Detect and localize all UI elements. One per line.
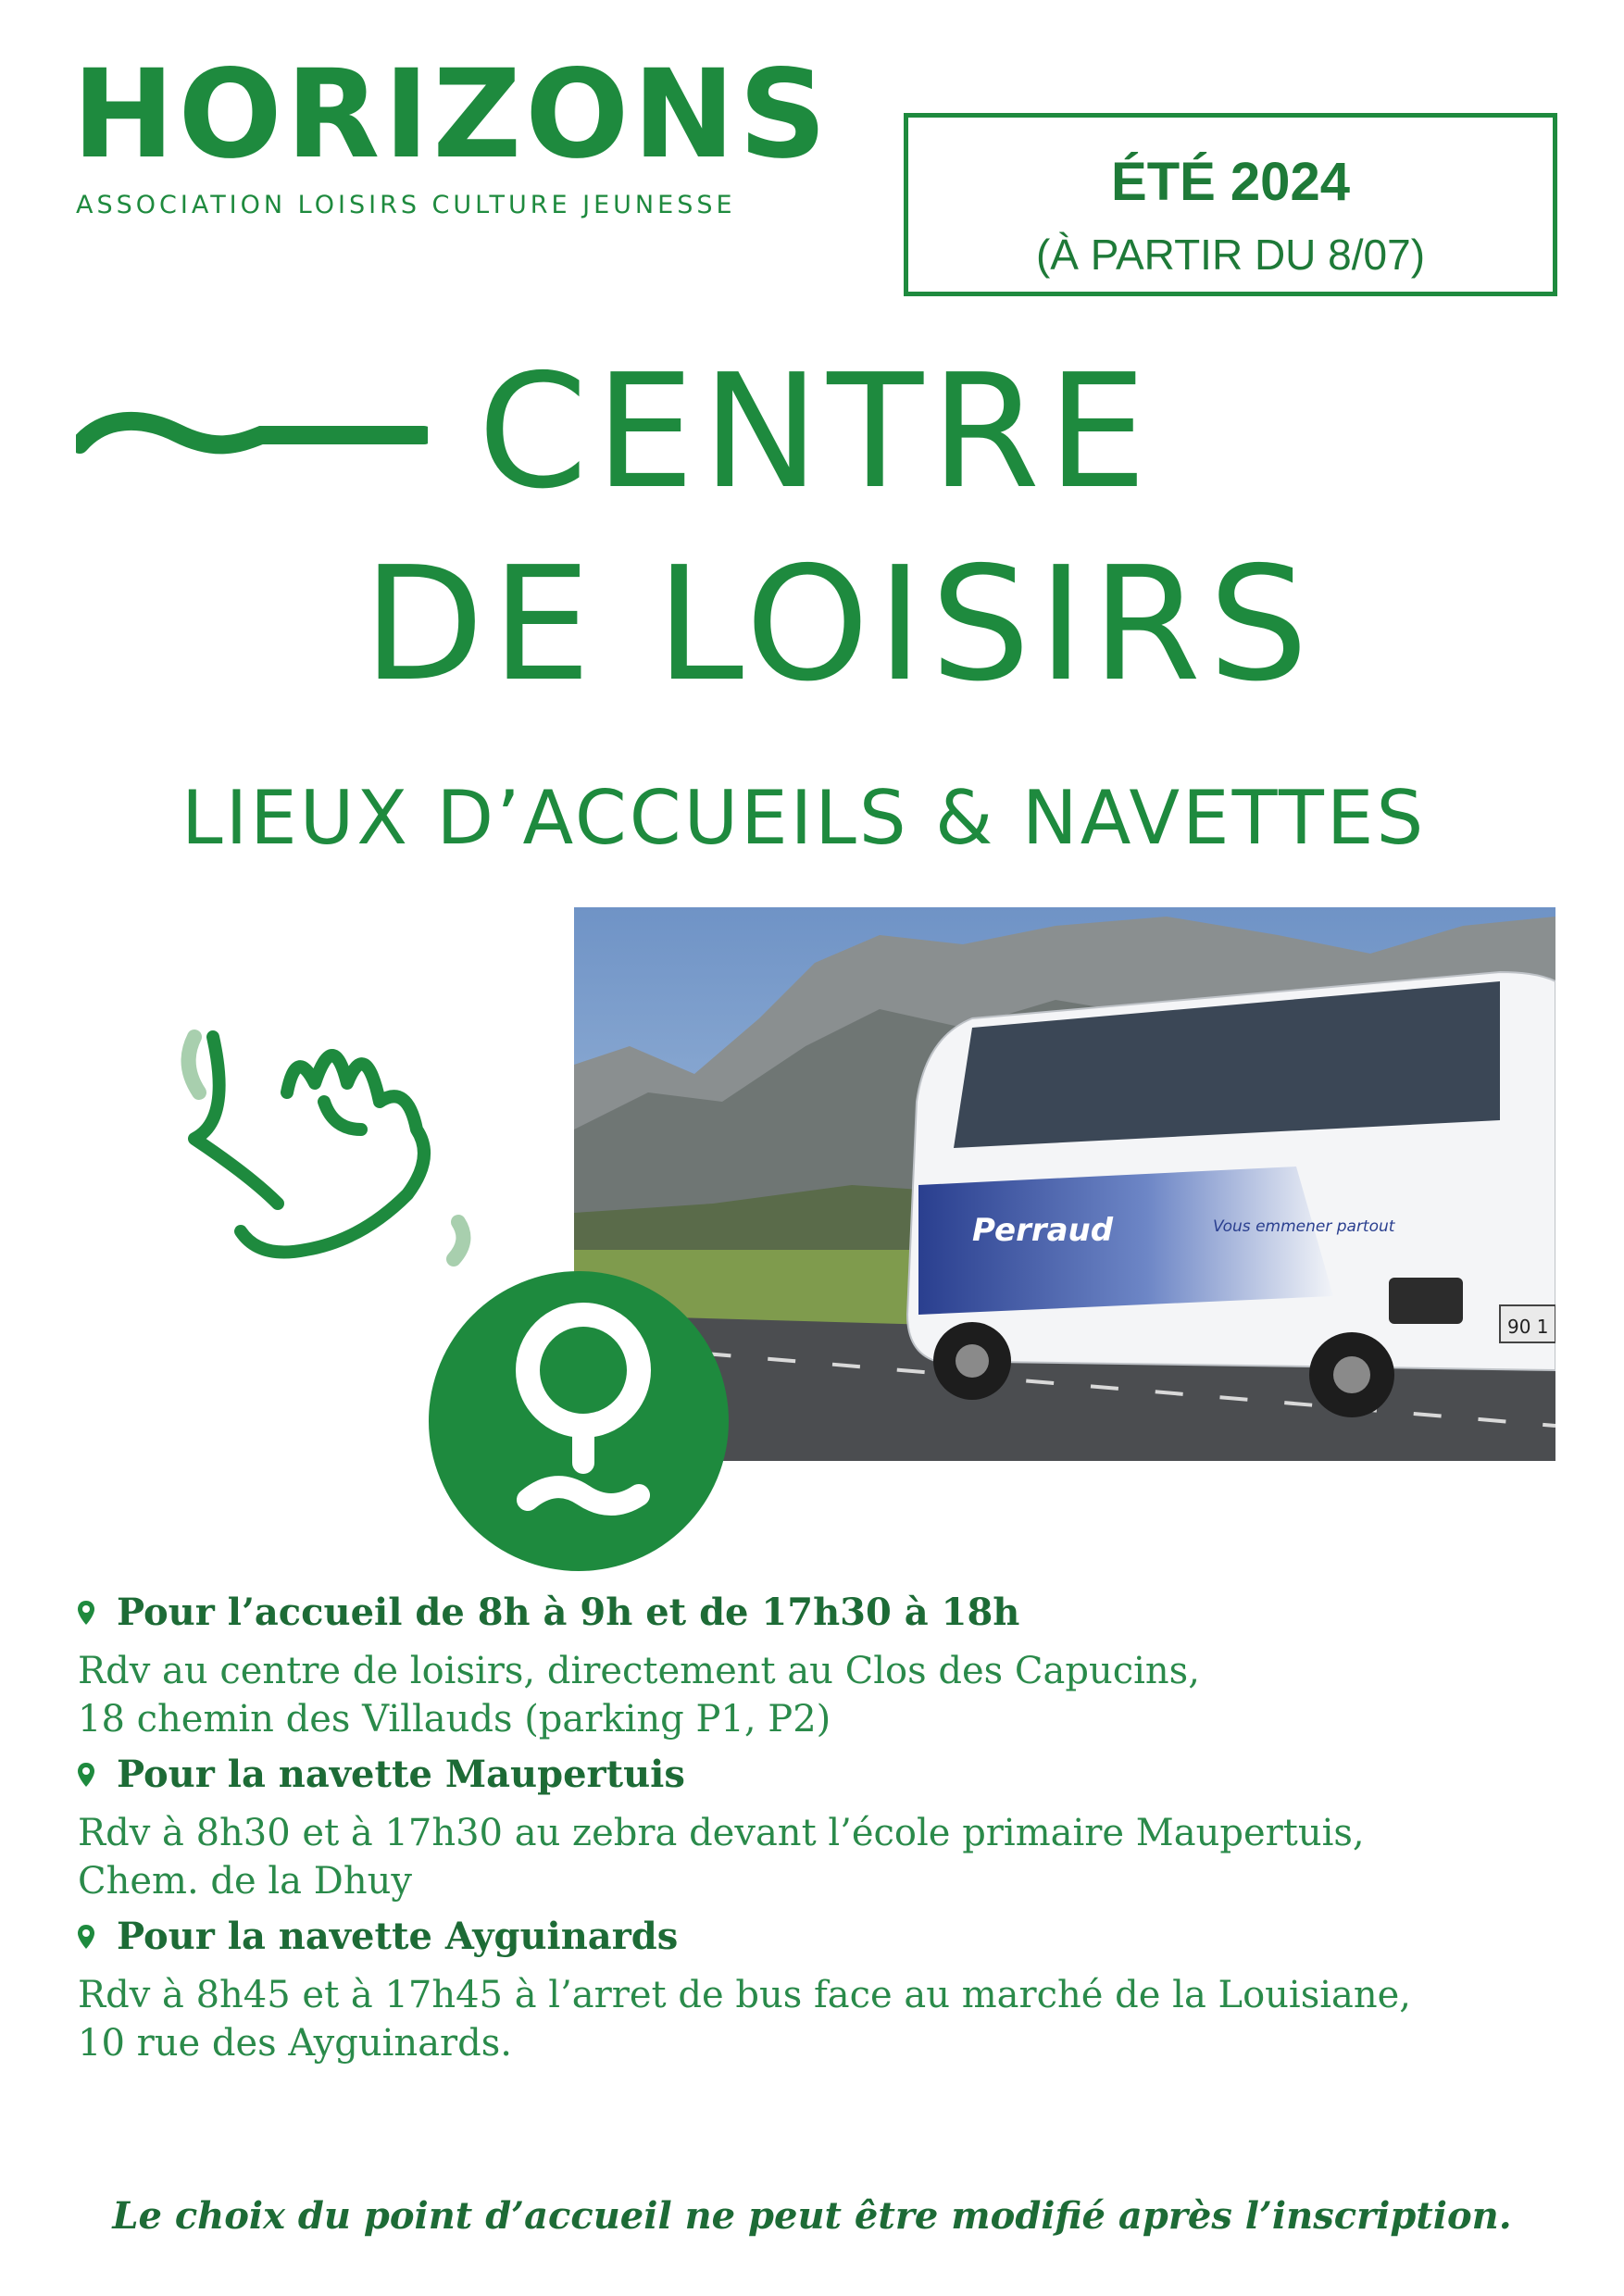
- meeting-point-accueil: [76, 1591, 1557, 1743]
- horizons-logo: HORIZONS: [72, 44, 831, 186]
- meeting-points-list: [76, 1591, 1557, 2077]
- wave-decoration-icon: [76, 407, 428, 472]
- meeting-point-line: Rdv à 8h45 et à 17h45 à l’arret de bus face au marché de la Louisiane,: [78, 1974, 1412, 2016]
- bus-brand-text: Perraud: [972, 1212, 1114, 1249]
- meeting-point-ayguinards: [76, 1915, 1557, 2067]
- page-title-line2: DE LOISIRS: [363, 533, 1317, 717]
- meeting-point-line: 18 chemin des Villauds (parking P1, P2): [78, 1698, 831, 1741]
- location-marker-icon: [426, 1268, 731, 1574]
- logo-tagline: ASSOCIATION LOISIRS CULTURE JEUNESSE: [76, 191, 736, 219]
- meeting-point-line: 10 rue des Ayguinards.: [78, 2022, 513, 2065]
- map-pin-icon: [76, 1599, 96, 1627]
- page-subtitle: LIEUX D’ACCUEILS & NAVETTES: [181, 775, 1427, 861]
- map-pin-icon: [76, 1923, 96, 1951]
- meeting-point-line: Rdv au centre de loisirs, directement au Clos des Capucins,: [78, 1650, 1200, 1692]
- bus-slogan-text: Vous emmener partout: [1213, 1217, 1395, 1236]
- meeting-point-heading: Pour l’accueil de 8h à 9h et de 17h30 à 18h: [117, 1591, 1020, 1634]
- season-box: [904, 113, 1557, 296]
- meeting-point-maupertuis: [76, 1753, 1557, 1905]
- season-title: ÉTÉ 2024: [1111, 152, 1350, 212]
- meeting-point-line: Rdv à 8h30 et à 17h30 au zebra devant l’école primaire Maupertuis,: [78, 1812, 1365, 1854]
- registration-note: Le choix du point d’accueil ne peut être modifié après l’inscription.: [112, 2194, 1512, 2238]
- page-title-line1: CENTRE: [478, 341, 1155, 524]
- meeting-point-heading: Pour la navette Maupertuis: [117, 1753, 685, 1796]
- waving-hand-icon: [176, 1009, 491, 1287]
- meeting-point-heading: Pour la navette Ayguinards: [117, 1915, 679, 1958]
- map-pin-icon: [76, 1761, 96, 1789]
- meeting-point-line: Chem. de la Dhuy: [78, 1860, 412, 1903]
- season-start-date: (À PARTIR DU 8/07): [1035, 231, 1426, 279]
- bus-plate-text: 90 1: [1507, 1316, 1549, 1338]
